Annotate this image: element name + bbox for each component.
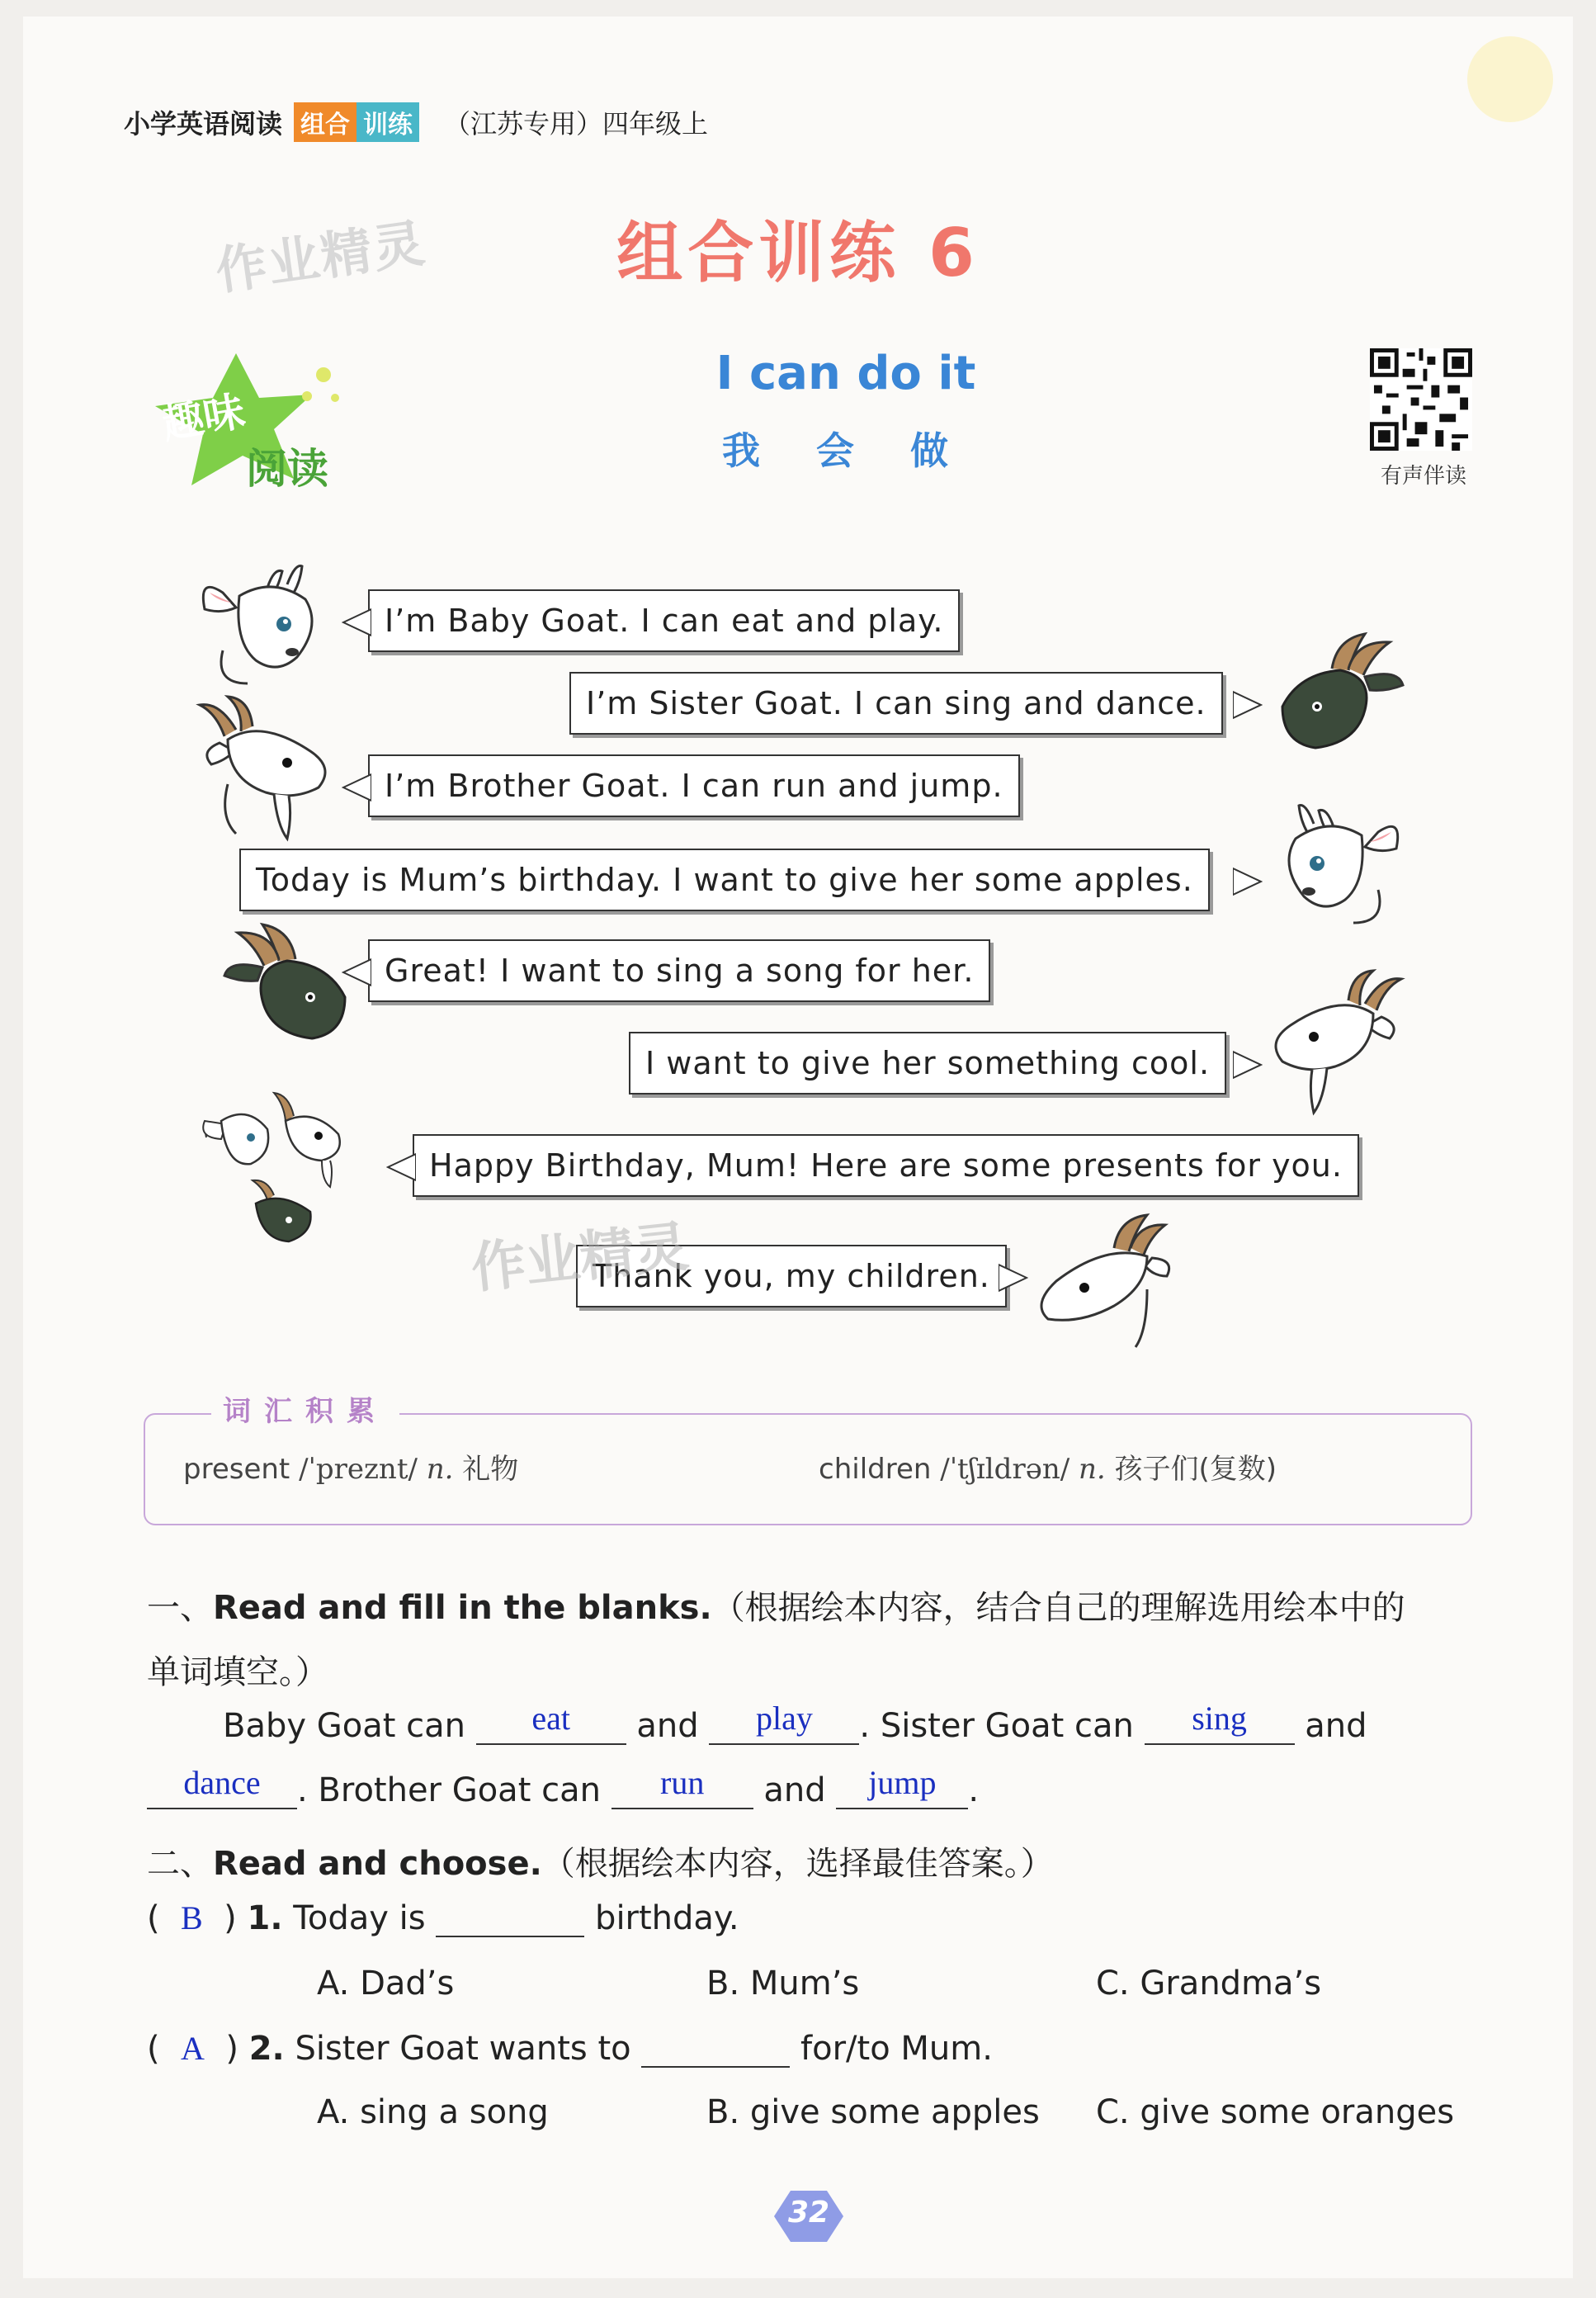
sister-goat-icon: [213, 918, 361, 1050]
dialogue-bubble-brother-goat: I’m Brother Goat. I can run and jump.: [368, 754, 1020, 817]
part2-heading: [147, 1837, 1054, 1884]
part1-instruction: （根据绘本内容，结合自己的理解选用绘本中的: [711, 1589, 1405, 1627]
page-title: 组合训练 6: [616, 215, 980, 291]
question-blank: [641, 2033, 790, 2068]
qr-code-icon[interactable]: [1370, 348, 1472, 451]
bubble-tail: [1233, 1048, 1263, 1081]
dialogue-bubble-brother-goat-2: I want to give her something cool.: [629, 1032, 1226, 1095]
fill-answer: dance: [183, 1764, 261, 1801]
fill-text: Baby Goat can: [223, 1707, 465, 1745]
vocab-meaning: 孩子们(复数): [1114, 1453, 1277, 1486]
qr-label: 有声伴读: [1380, 464, 1466, 489]
question-answer: A: [181, 2030, 205, 2067]
vocab-pos: n.: [1078, 1453, 1106, 1486]
fill-blank[interactable]: [147, 1764, 297, 1809]
dialogue-bubble-mum: Thank you, my children.: [576, 1245, 1007, 1307]
header: [124, 102, 708, 142]
question-blank: [436, 1903, 584, 1937]
option-a[interactable]: A. sing a song: [317, 2093, 549, 2131]
dialogue-bubble-sister-goat: I’m Sister Goat. I can sing and dance.: [569, 672, 1223, 735]
answer-bracket[interactable]: ( A ): [147, 2030, 238, 2068]
vocab-item: [183, 1446, 518, 1487]
fill-answer: eat: [531, 1700, 570, 1737]
story-title: I can do it: [715, 347, 976, 400]
watermark: 作业精灵: [211, 212, 430, 302]
vocab-word: present: [183, 1453, 290, 1486]
vocab-word: children: [819, 1453, 932, 1486]
fill-text: . Sister Goat can: [859, 1707, 1134, 1745]
vocab-meaning: 礼物: [462, 1453, 519, 1486]
question-text: for/to Mum.: [800, 2030, 993, 2068]
fill-answer: sing: [1192, 1700, 1247, 1737]
fill-blank[interactable]: [611, 1764, 753, 1809]
bubble-tail: [1233, 688, 1263, 721]
option-b[interactable]: B. give some apples: [706, 2093, 1040, 2131]
bubble-tail: [342, 606, 371, 639]
part1-heading: [147, 1582, 1405, 1629]
vocab-ipa: /ˈtʃɪldrən/: [940, 1453, 1070, 1486]
badge-label-2: 阅读: [246, 445, 328, 493]
part1-number: 一、: [147, 1589, 213, 1627]
fill-text: and: [1305, 1707, 1367, 1745]
fill-blank[interactable]: [836, 1764, 968, 1809]
fill-line-1: [223, 1700, 1367, 1745]
baby-goat-icon: [1254, 799, 1403, 931]
badge-label-1: 趣味: [158, 386, 248, 449]
baby-goat-icon: [198, 560, 347, 692]
dialogue-bubble-baby-goat-2: Today is Mum’s birthday. I want to give her some apples.: [239, 849, 1210, 911]
answer-bracket[interactable]: ( B ): [147, 1899, 237, 1937]
dialogue-bubble-sister-goat-2: Great! I want to sing a song for her.: [368, 939, 990, 1002]
fill-text: and: [636, 1707, 699, 1745]
bubble-tail: [1233, 865, 1263, 898]
question-number: 2.: [248, 2030, 285, 2068]
mum-goat-icon: [1023, 1207, 1180, 1355]
sister-goat-icon: [1266, 627, 1414, 759]
corner-circle-decoration: [1461, 33, 1560, 132]
header-tag-training: 训练: [357, 102, 419, 142]
option-b[interactable]: B. Mum’s: [706, 1965, 860, 2002]
story-title-cn: 我 会 做: [721, 428, 970, 473]
vocab-title: 词汇积累: [211, 1388, 399, 1429]
header-tag-combo: 组合: [294, 102, 357, 142]
part2-instruction: （根据绘本内容，选择最佳答案。）: [541, 1845, 1054, 1883]
fill-answer: run: [660, 1764, 705, 1801]
dialogue-bubble-children: Happy Birthday, Mum! Here are some presents for you.: [413, 1134, 1359, 1197]
fill-text: .: [968, 1771, 980, 1809]
fill-text: and: [763, 1771, 826, 1809]
part1-instruction-2: 单词填空。）: [147, 1653, 328, 1691]
question-answer: B: [181, 1899, 203, 1936]
question-1: [147, 1898, 739, 1937]
option-c[interactable]: C. give some oranges: [1096, 2093, 1455, 2131]
bubble-tail: [342, 771, 371, 804]
fill-blank[interactable]: [1145, 1700, 1295, 1745]
dialogue-bubble-baby-goat: I’m Baby Goat. I can eat and play.: [368, 589, 960, 652]
fill-line-2: [147, 1764, 980, 1809]
fill-answer: jump: [868, 1764, 937, 1801]
option-c[interactable]: C. Grandma’s: [1096, 1965, 1322, 2002]
part1-title: Read and fill in the blanks.: [213, 1589, 712, 1627]
bubble-tail: [999, 1261, 1028, 1294]
vocab-item: [819, 1446, 1277, 1487]
page-number: 32: [787, 2196, 830, 2229]
vocab-pos: n.: [426, 1453, 454, 1486]
brother-goat-icon: [195, 693, 352, 850]
bubble-tail: [386, 1151, 416, 1184]
fill-blank[interactable]: [476, 1700, 626, 1745]
series-name: 小学英语阅读: [124, 108, 283, 139]
option-a[interactable]: A. Dad’s: [317, 1965, 455, 2002]
question-text: birthday.: [595, 1899, 739, 1937]
goat-family-icon: [198, 1088, 396, 1270]
part2-number: 二、: [147, 1845, 213, 1883]
question-number: 1.: [247, 1899, 283, 1937]
question-text: Today is: [293, 1899, 426, 1937]
question-text: Sister Goat wants to: [295, 2030, 631, 2068]
part2-title: Read and choose.: [213, 1845, 542, 1883]
bubble-tail: [342, 956, 371, 989]
vocab-ipa: /ˈpreznt/: [299, 1453, 418, 1486]
fill-blank[interactable]: [709, 1700, 859, 1745]
question-2: [147, 2029, 993, 2068]
fill-text: . Brother Goat can: [297, 1771, 601, 1809]
brother-goat-icon: [1249, 967, 1406, 1124]
edition-label: （江苏专用）四年级上: [444, 108, 709, 139]
fill-answer: play: [755, 1700, 813, 1737]
watermark: 作业精灵: [468, 1214, 692, 1301]
